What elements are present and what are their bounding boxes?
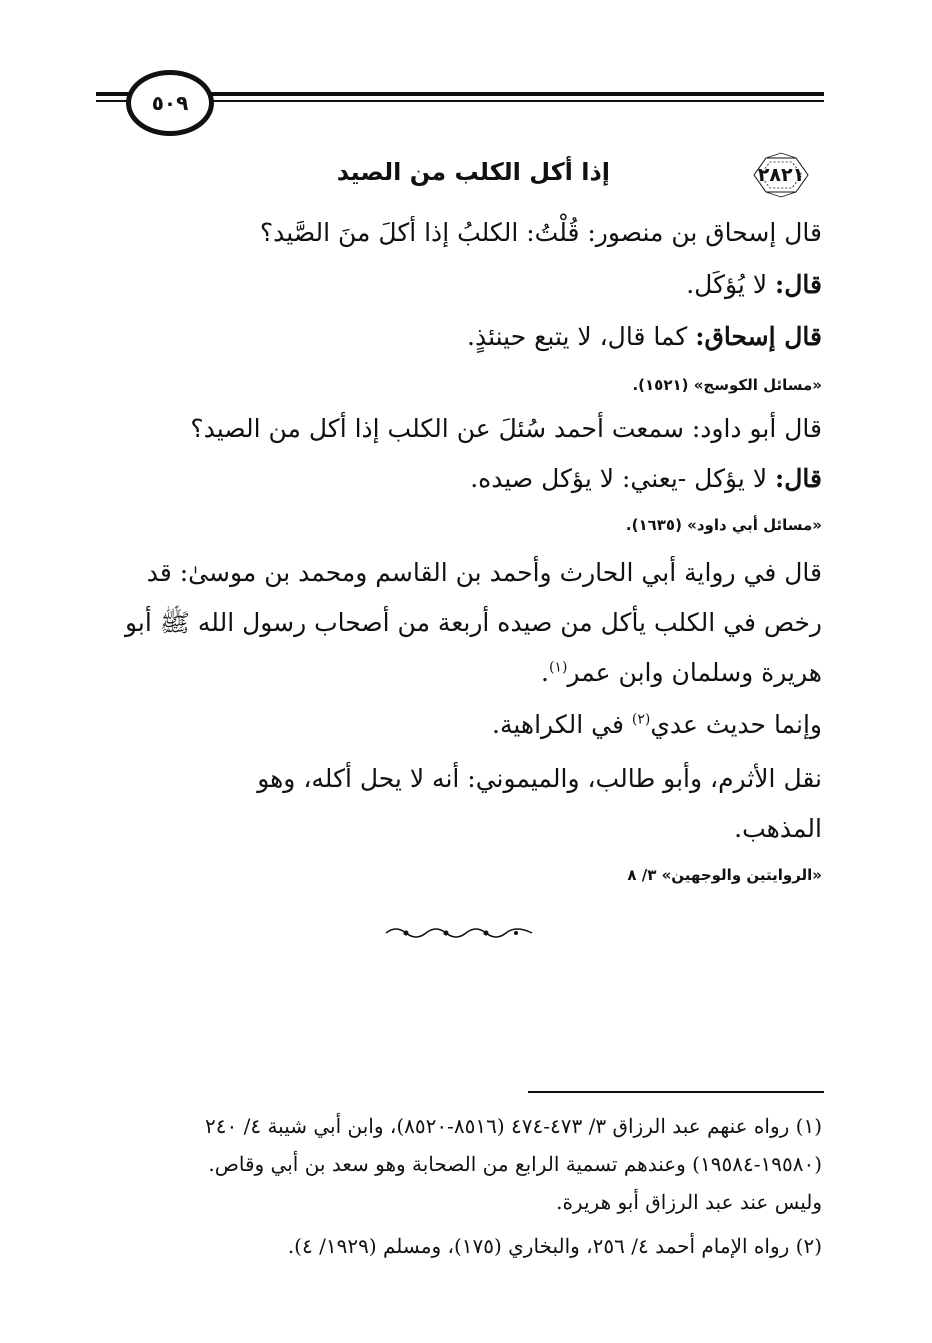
footnote-line: (٢) رواه الإمام أحمد ٤/ ٢٥٦، والبخاري (١٧٥)، ومسلم (١٩٢٩/ ٤).: [287, 1234, 822, 1258]
paragraph: [492, 712, 822, 737]
section-divider-ornament-icon: [384, 924, 534, 942]
footnote-ref: (٢): [631, 711, 651, 728]
source-citation: «الروايتين والوجهين» ٣/ ٨: [627, 866, 822, 884]
source-citation: «مسائل أبي داود» (١٦٣٥).: [625, 516, 822, 534]
chapter-title: إذا أكل الكلب من الصيد: [336, 158, 610, 186]
paragraph-text: لا يُؤكَل.: [686, 270, 776, 299]
paragraph-line: [541, 660, 822, 685]
paragraph-line: المذهب.: [734, 814, 822, 843]
speaker-label: قال:: [775, 270, 822, 299]
paragraph-text: لا يؤكل -يعني: لا يؤكل صيده.: [470, 464, 776, 493]
chapter-number-badge: [748, 152, 814, 198]
paragraph-text: هريرة وسلمان وابن عمر: [567, 658, 822, 687]
speaker-label: قال إسحاق:: [695, 322, 822, 351]
footnote-line: وليس عند عبد الرزاق أبو هريرة.: [556, 1190, 822, 1214]
paragraph-line: رخص في الكلب يأكل من صيده أربعة من أصحاب رسول الله ﷺ أبو: [124, 608, 822, 637]
paragraph: [470, 466, 822, 491]
source-citation: «مسائل الكوسج» (١٥٢١).: [632, 376, 822, 394]
paragraph-text: وإنما حديث عدي: [650, 710, 822, 739]
footnote-line: (١) رواه عنهم عبد الرزاق ٣/ ٤٧٣-٤٧٤ (٨٥١٦-٨٥٢٠)، وابن أبي شيبة ٤/ ٢٤٠: [205, 1114, 822, 1138]
speaker-label: قال:: [775, 464, 822, 493]
paragraph: قال إسحاق بن منصور: قُلْتُ: الكلبُ إذا أكلَ منَ الصَّيد؟: [259, 218, 822, 247]
paragraph-text: .: [541, 658, 549, 687]
footnote-ref: (١): [548, 659, 568, 676]
paragraph: قال أبو داود: سمعت أحمد سُئلَ عن الكلب إذا أكل من الصيد؟: [190, 414, 822, 443]
paragraph-line: نقل الأثرم، وأبو طالب، والميموني: أنه لا يحل أكله، وهو: [257, 764, 822, 793]
paragraph: [686, 272, 822, 297]
paragraph-line: قال في رواية أبي الحارث وأحمد بن القاسم ومحمد بن موسىٰ: قد: [146, 558, 822, 587]
footnote-separator: [528, 1091, 824, 1093]
paragraph-text: كما قال، لا يتبع حينئذٍ.: [467, 322, 696, 351]
paragraph-text: في الكراهية.: [492, 710, 632, 739]
page-number-badge: [126, 70, 214, 136]
footnote-line: (١٩٥٨٠-١٩٥٨٤) وعندهم تسمية الرابع من الصحابة وهو سعد بن أبي وقاص.: [208, 1152, 822, 1176]
page-number: ٥٠٩: [151, 91, 189, 115]
paragraph: [467, 324, 822, 349]
chapter-number: ٢٨٢١: [757, 164, 805, 186]
